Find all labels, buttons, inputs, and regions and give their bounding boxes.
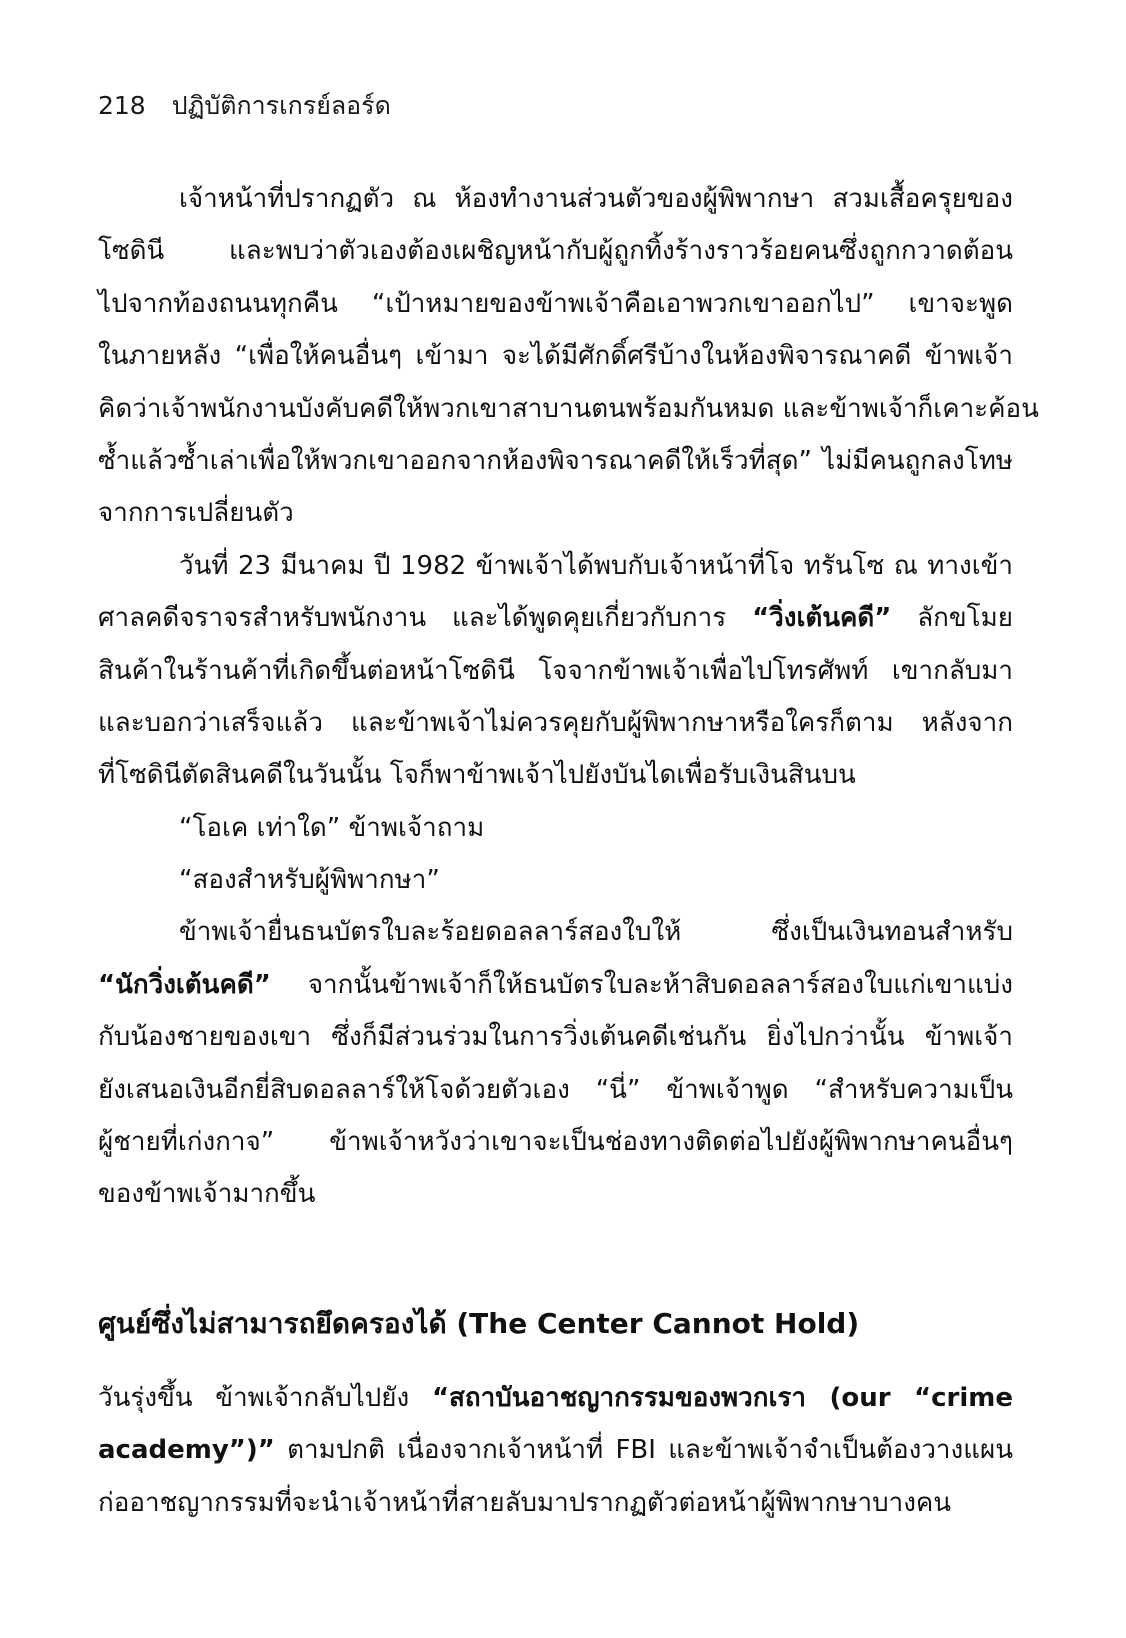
bold-term: “นักวิ่งเต้นคดี” xyxy=(98,969,271,1000)
paragraph-line xyxy=(98,592,1013,644)
paragraph-line: ที่โซดินีตัดสินคดีในวันนั้น โจก็พาข้าพเจ้าไปยังบันไดเพื่อรับเงินสินบน xyxy=(98,760,856,791)
paragraph-line: คิดว่าเจ้าพนักงานบังคับคดีให้พวกเขาสาบานตนพร้อมกันหมด และข้าพเจ้าก็เคาะค้อน xyxy=(98,393,1039,424)
paragraph-line: ไปจากท้องถนนทุกคืน “เป้าหมายของข้าพเจ้าคือเอาพวกเขาออกไป” เขาจะพูด xyxy=(98,288,1013,319)
paragraph-line xyxy=(98,1372,1013,1424)
paragraph-line: สินค้าในร้านค้าที่เกิดขึ้นต่อหน้าโซดินี โจจากข้าพเจ้าเพื่อไปโทรศัพท์ เขากลับมา xyxy=(98,655,1013,686)
text-run: ศาลคดีจราจรสำหรับพนักงาน และได้พูดคุยเกี่ยวกับการ xyxy=(98,603,753,634)
paragraph-line xyxy=(98,959,1013,1011)
paragraph-line: ผู้ชายที่เก่งกาจ” ข้าพเจ้าหวังว่าเขาจะเป็นช่องทางติดต่อไปยังผู้พิพากษาคนอื่นๆ xyxy=(98,1127,1013,1158)
paragraph-line: ก่ออาชญากรรมที่จะนำเจ้าหน้าที่สายลับมาปรากฏตัวต่อหน้าผู้พิพากษาบางคน xyxy=(98,1487,952,1518)
text-run: ตามปกติ เนื่องจากเจ้าหน้าที่ FBI และข้าพเจ้าจำเป็นต้องวางแผน xyxy=(274,1435,1013,1466)
paragraph-line: ของข้าพเจ้ามากขึ้น xyxy=(98,1179,316,1210)
paragraph-line: จากการเปลี่ยนตัว xyxy=(98,498,294,529)
dialogue-line: “สองสำหรับผู้พิพากษา” xyxy=(179,865,440,896)
paragraph-line: และบอกว่าเสร็จแล้ว และข้าพเจ้าไม่ควรคุยกับผู้พิพากษาหรือใครก็ตาม หลังจาก xyxy=(98,707,1013,738)
paragraph-line: ในภายหลัง “เพื่อให้คนอื่นๆ เข้ามา จะได้มีศักดิ์ศรีบ้างในห้องพิจารณาคดี ข้าพเจ้า xyxy=(98,341,1013,372)
text-run: วันรุ่งขึ้น ข้าพเจ้ากลับไปยัง xyxy=(98,1383,432,1413)
body-text xyxy=(98,173,1039,1221)
paragraph-line: เจ้าหน้าที่ปรากฏตัว ณ ห้องทำงานส่วนตัวของผู้พิพากษา สวมเสื้อครุยของ xyxy=(179,184,1013,214)
paragraph-line xyxy=(98,1424,1013,1476)
text-run: จากนั้นข้าพเจ้าก็ให้ธนบัตรใบละห้าสิบดอลลาร์สองใบแก่เขาแบ่ง xyxy=(270,969,1013,1000)
bold-term: “สถาบันอาชญากรรมของพวกเรา (our “crime xyxy=(431,1383,1013,1413)
body-text-section xyxy=(98,1372,1013,1529)
book-title: ปฏิบัติการเกรย์ลอร์ด xyxy=(171,91,391,120)
paragraph-line: วันที่ 23 มีนาคม ปี 1982 ข้าพเจ้าได้พบกับเจ้าหน้าที่โจ ทรันโซ ณ ทางเข้า xyxy=(179,550,1013,581)
bold-term: “วิ่งเต้นคดี” xyxy=(752,603,892,634)
paragraph-line: โซดินี และพบว่าตัวเองต้องเผชิญหน้ากับผู้ถูกทิ้งร้างราวร้อยคนซึ่งถูกกวาดต้อน xyxy=(98,236,1013,267)
bold-term: academy”)” xyxy=(98,1435,275,1466)
page-number: 218 xyxy=(98,91,146,120)
text-run: ลักขโมย xyxy=(891,603,1013,634)
paragraph-line: กับน้องชายของเขา ซึ่งก็มีส่วนร่วมในการวิ่งเต้นคดีเช่นกัน ยิ่งไปกว่านั้น ข้าพเจ้า xyxy=(98,1022,1013,1053)
section-heading: ศูนย์ซึ่งไม่สามารถยึดครองได้ (The Center Cannot Hold) xyxy=(98,1307,860,1340)
paragraph-line: ซ้ำแล้วซ้ำเล่าเพื่อให้พวกเขาออกจากห้องพิจารณาคดีให้เร็วที่สุด” ไม่มีคนถูกลงโทษ xyxy=(98,445,1013,476)
paragraph-line: ข้าพเจ้ายื่นธนบัตรใบละร้อยดอลลาร์สองใบให้ ซึ่งเป็นเงินทอนสำหรับ xyxy=(179,917,1013,948)
running-head xyxy=(98,86,391,126)
dialogue-line: “โอเค เท่าใด” ข้าพเจ้าถาม xyxy=(179,812,485,843)
paragraph-line: ยังเสนอเงินอีกยี่สิบดอลลาร์ให้โจด้วยตัวเอง “นี่” ข้าพเจ้าพูด “สำหรับความเป็น xyxy=(98,1074,1013,1105)
